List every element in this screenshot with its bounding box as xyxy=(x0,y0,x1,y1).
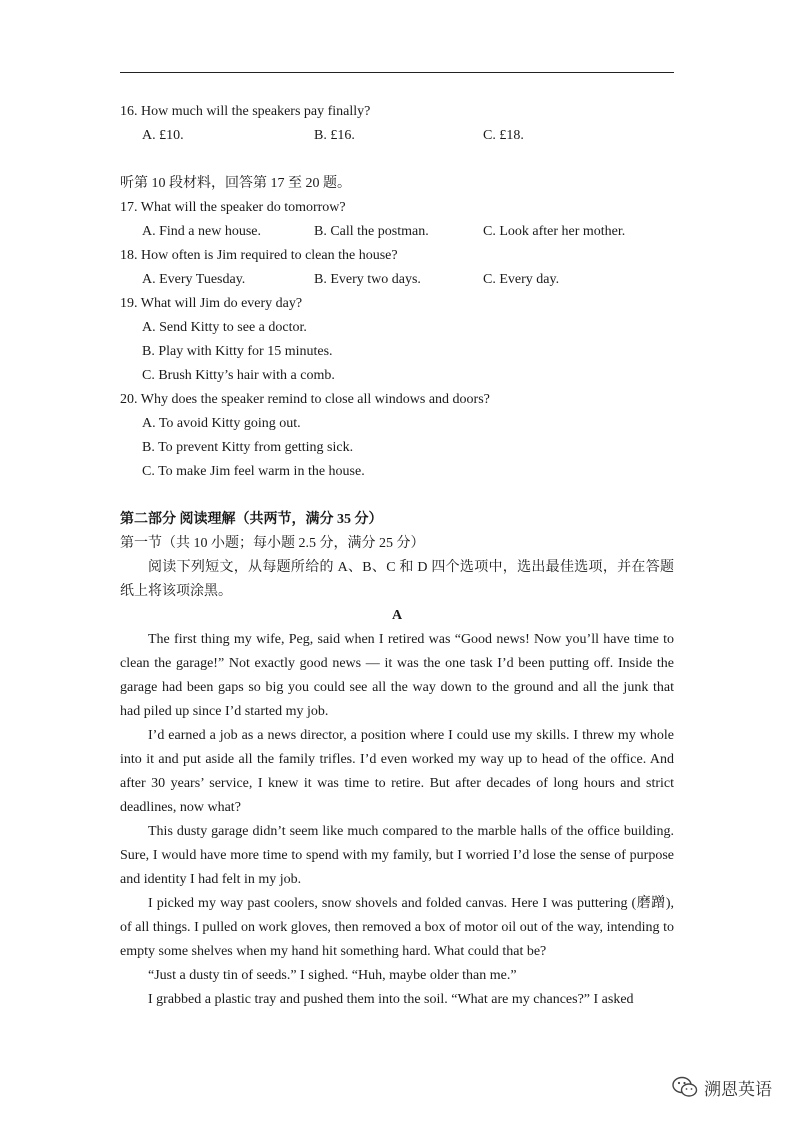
q19-option-c: C. Brush Kitty’s hair with a comb. xyxy=(142,368,335,383)
q16-options xyxy=(120,124,674,148)
passage-paragraph: The first thing my wife, Peg, said when I retired was “Good news! Now you’ll have time to clean the garage!” Not exactly good news — it was the one task I’d been putting off. Inside the garage had been gaps so big you could see all the way down to the ground and all the junk that had piled up since I’d started my job. xyxy=(120,632,674,719)
wechat-icon xyxy=(672,1076,698,1098)
q16-option-a: A. £10. xyxy=(142,128,184,143)
watermark xyxy=(672,1072,772,1102)
q16-option-b: B. £16. xyxy=(314,128,355,143)
q19-option-a: A. Send Kitty to see a doctor. xyxy=(142,320,307,335)
reading-instructions: 阅读下列短文，从每题所给的 A、B、C 和 D 四个选项中，选出最佳选项，并在答题纸上将该项涂黑。 xyxy=(120,560,674,599)
q17-options xyxy=(120,220,674,244)
q18-options xyxy=(120,268,674,292)
q17-option-c: C. Look after her mother. xyxy=(483,224,626,239)
q20-option-b: B. To prevent Kitty from getting sick. xyxy=(142,440,354,455)
q17-question: 17. What will the speaker do tomorrow? xyxy=(120,200,346,215)
header-rule xyxy=(120,72,674,73)
passage-paragraph: This dusty garage didn’t seem like much compared to the marble halls of the office building. Sure, I would have more time to spend with my family, but I worried I’d lose the sense of purpose and identity I had felt in my job. xyxy=(120,824,674,887)
q20-option-c: C. To make Jim feel warm in the house. xyxy=(142,464,365,479)
q18-question: 18. How often is Jim required to clean the house? xyxy=(120,248,398,263)
q18-option-c: C. Every day. xyxy=(483,272,560,287)
q16-question: 16. How much will the speakers pay finally? xyxy=(120,104,371,119)
q18-option-b: B. Every two days. xyxy=(314,272,421,287)
passage-paragraph: I grabbed a plastic tray and pushed them into the soil. “What are my chances?” I asked xyxy=(148,992,634,1007)
q19-option-b: B. Play with Kitty for 15 minutes. xyxy=(142,344,333,359)
passage-paragraph: I picked my way past coolers, snow shovels and folded canvas. Here I was puttering (磨蹭), of all things. I pulled on work gloves, then removed a box of motor oil out of the way, intending to empty some shelves when my hand hit something hard. What could that be? xyxy=(120,896,674,959)
watermark-text: 溯恩英语 xyxy=(704,1079,772,1100)
part2-title: 第二部分 阅读理解（共两节，满分 35 分） xyxy=(120,512,383,527)
q17-option-b: B. Call the postman. xyxy=(314,224,429,239)
q20-question: 20. Why does the speaker remind to close all windows and doors? xyxy=(120,392,490,407)
section1-title: 第一节（共 10 小题；每小题 2.5 分，满分 25 分） xyxy=(120,536,425,551)
q18-option-a: A. Every Tuesday. xyxy=(142,272,246,287)
q17-option-a: A. Find a new house. xyxy=(142,224,261,239)
passage-paragraph: “Just a dusty tin of seeds.” I sighed. “Huh, maybe older than me.” xyxy=(148,968,517,983)
q20-option-a: A. To avoid Kitty going out. xyxy=(142,416,301,431)
q19-question: 19. What will Jim do every day? xyxy=(120,296,303,311)
section10-intro: 听第 10 段材料，回答第 17 至 20 题。 xyxy=(120,176,351,191)
passage-paragraph: I’d earned a job as a news director, a position where I could use my skills. I threw my whole into it and put aside all the family trifles. I’d even worked my way up to head of the office. And after 30 years’ service, I knew it was time to retire. But after decades of long hours and strict deadlines, now what? xyxy=(120,728,674,815)
q16-option-c: C. £18. xyxy=(483,128,524,143)
passage-label: A xyxy=(391,608,403,623)
exam-page xyxy=(120,100,674,1012)
